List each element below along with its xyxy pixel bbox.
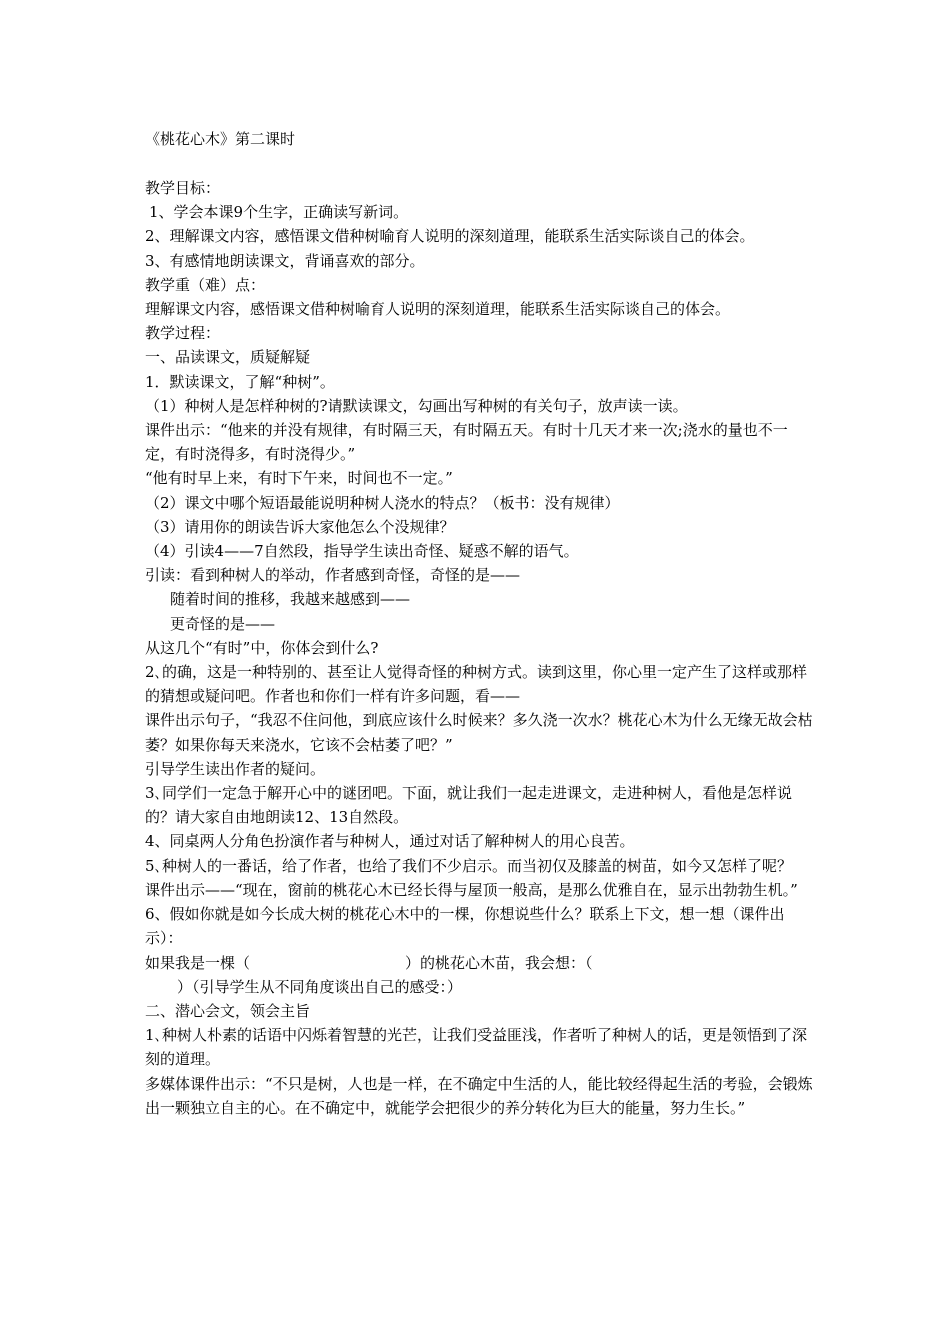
document-title: 《桃花心木》第二课时: [145, 130, 296, 148]
paragraph-guided-reading-2: 随着时间的推移，我越来越感到——: [170, 590, 411, 609]
paragraph-courseware-2: 课件出示句子，“我忍不住问他，到底应该什么时候来？多久浇一次水？桃花心木为什么无缘无故会枯萎？如果你每天来浇水，它该不会枯萎了吧？”: [145, 711, 813, 754]
fill-in-part-1: 如果我是一棵（: [145, 953, 251, 972]
paragraph-objective-3: 3、有感情地朗读课文，背诵喜欢的部分。: [145, 251, 425, 270]
paragraph-keypoints-heading: 教学重（难）点：: [145, 275, 266, 294]
paragraph-step-1-1: （1）种树人是怎样种树的?请默读课文，勾画出写种树的有关句子，放声读一读。: [145, 396, 688, 415]
paragraph-step-1-4: （4）引读4——7自然段，指导学生读出奇怪、疑惑不解的语气。: [145, 542, 579, 561]
paragraph-multimedia-quote: 多媒体课件出示：“不只是树，人也是一样，在不确定中生活的人，能比较经得起生活的考验，会锻炼出一颗独立自主的心。在不确定中，就能学会把很少的养分转化为巨大的能量，努力生长。”: [145, 1074, 813, 1117]
paragraph-quote-1: “他有时早上来，有时下午来，时间也不一定。”: [145, 469, 453, 488]
paragraph-process-heading: 教学过程：: [145, 324, 221, 343]
paragraph-guide-question: 引导学生读出作者的疑问。: [145, 759, 326, 778]
paragraph-keypoints: 理解课文内容，感悟课文借种树喻育人说明的深刻道理，能联系生活实际谈自己的体会。: [145, 300, 731, 319]
paragraph-step-2: 2､的确，这是一种特别的、甚至让人觉得奇怪的种树方式。读到这里，你心里一定产生了这样或那样的猜想或疑问吧。作者也和你们一样有许多问题，看——: [145, 663, 808, 706]
fill-in-part-2: ）的桃花心木苗，我会想：（: [405, 953, 593, 972]
paragraph-step-1-2: （2）课文中哪个短语最能说明种树人浇水的特点？（板书：没有规律）: [145, 493, 620, 512]
paragraph-section-2-step-1: 1､种树人朴素的话语中闪烁着智慧的光芒，让我们受益匪浅，作者听了种树人的话，更是领悟到了深刻的道理。: [145, 1026, 808, 1069]
paragraph-guided-reading-3: 更奇怪的是——: [170, 614, 276, 633]
paragraph-objectives-heading: 教学目标：: [145, 179, 221, 197]
paragraph-courseware-1: 课件出示：“他来的并没有规律，有时隔三天，有时隔五天。有时十几天才来一次;浇水的量也不一定，有时浇得多，有时浇得少。”: [145, 421, 788, 464]
paragraph-objective-2: 2、理解课文内容，感悟课文借种树喻育人说明的深刻道理，能联系生活实际谈自己的体会。: [145, 227, 755, 246]
paragraph-section-1-heading: 一、品读课文，质疑解疑: [145, 348, 311, 367]
paragraph-question-youshi: 从这几个“有时”中，你体会到什么?: [145, 638, 379, 657]
paragraph-objective-1: 1、学会本课9个生字，正确读写新词。: [149, 203, 409, 222]
paragraph-guided-reading: 引读：看到种树人的举动，作者感到奇怪，奇怪的是——: [145, 566, 521, 585]
paragraph-step-1-3: （3）请用你的朗读告诉大家他怎么个没规律？: [145, 517, 455, 536]
paragraph-fill-in: [145, 951, 815, 975]
paragraph-courseware-3: 课件出示——“现在，窗前的桃花心木已经长得与屋顶一般高，是那么优雅自在，显示出勃勃生机。”: [145, 880, 798, 899]
paragraph-step-5: 5､种树人的一番话，给了作者，也给了我们不少启示。而当初仅及膝盖的树苗，如今又怎样了呢？: [145, 856, 793, 875]
paragraph-step-1: 1．默读课文，了解“种树”。: [145, 372, 335, 391]
paragraph-section-2-heading: 二、潜心会文，领会主旨: [145, 1001, 311, 1020]
paragraph-step-3: 3､同学们一定急于解开心中的谜团吧。下面，就让我们一起走进课文，走进种树人，看他是怎样说的？请大家自由地朗读12、13自然段。: [145, 784, 793, 827]
paragraph-step-6: 6、假如你就是如今长成大树的桃花心木中的一棵，你想说些什么？联系上下文，想一想（课件出示）：: [145, 905, 785, 948]
paragraph-fill-in-end: ）（引导学生从不同角度谈出自己的感受：）: [177, 977, 463, 996]
paragraph-step-4: 4、同桌两人分角色扮演作者与种树人，通过对话了解种树人的用心良苦。: [145, 832, 635, 851]
document-body: [145, 176, 815, 1120]
